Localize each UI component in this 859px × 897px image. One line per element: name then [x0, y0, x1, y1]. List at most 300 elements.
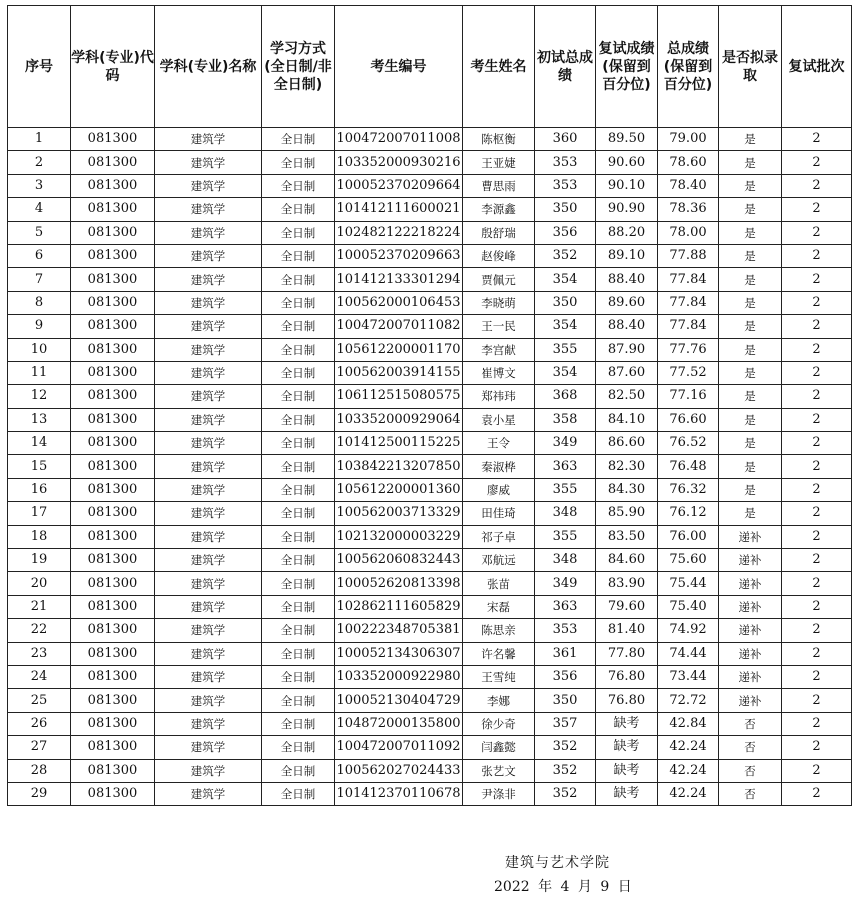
cell-initial-score: 354: [535, 361, 596, 384]
cell-admission: 递补: [719, 642, 782, 665]
cell-retest-batch: 2: [782, 619, 852, 642]
cell-exam-id: 100472007011082: [335, 315, 463, 338]
table-row: [8, 572, 852, 595]
cell-exam-id: 103352000929064: [335, 408, 463, 431]
cell-subject-code: 081300: [71, 502, 155, 525]
cell-student-name: 陈思亲: [463, 619, 535, 642]
cell-exam-id: 102132000003229: [335, 525, 463, 548]
cell-total-score: 77.76: [658, 338, 719, 361]
table-row: [8, 689, 852, 712]
cell-retest-batch: 2: [782, 455, 852, 478]
cell-study-mode: 全日制: [262, 595, 335, 618]
cell-total-score: 42.24: [658, 736, 719, 759]
cell-subject-code: 081300: [71, 782, 155, 805]
cell-total-score: 76.32: [658, 478, 719, 501]
cell-initial-score: 350: [535, 291, 596, 314]
cell-admission: 是: [719, 174, 782, 197]
cell-total-score: 73.44: [658, 665, 719, 688]
cell-seq: 7: [8, 268, 71, 291]
cell-student-name: 王亚婕: [463, 151, 535, 174]
cell-seq: 19: [8, 549, 71, 572]
cell-retest-score: 89.50: [596, 128, 658, 151]
cell-exam-id: 100052620813398: [335, 572, 463, 595]
cell-retest-batch: 2: [782, 408, 852, 431]
cell-retest-batch: 2: [782, 174, 852, 197]
cell-student-name: 宋磊: [463, 595, 535, 618]
table-row: [8, 642, 852, 665]
cell-retest-batch: 2: [782, 595, 852, 618]
cell-retest-batch: 2: [782, 642, 852, 665]
cell-exam-id: 100052134306307: [335, 642, 463, 665]
cell-initial-score: 352: [535, 244, 596, 267]
table-row: [8, 198, 852, 221]
footer-date: 2022 年 4 月 9 日: [494, 879, 632, 895]
cell-admission: 是: [719, 385, 782, 408]
cell-retest-score: 77.80: [596, 642, 658, 665]
cell-total-score: 77.84: [658, 291, 719, 314]
header-seq: 序号: [8, 6, 71, 128]
cell-retest-score: 84.30: [596, 478, 658, 501]
cell-total-score: 75.60: [658, 549, 719, 572]
cell-retest-batch: 2: [782, 759, 852, 782]
cell-study-mode: 全日制: [262, 572, 335, 595]
cell-retest-score: 88.20: [596, 221, 658, 244]
cell-admission: 否: [719, 712, 782, 735]
cell-subject-code: 081300: [71, 759, 155, 782]
cell-study-mode: 全日制: [262, 736, 335, 759]
cell-subject-code: 081300: [71, 689, 155, 712]
cell-subject-code: 081300: [71, 525, 155, 548]
cell-seq: 1: [8, 128, 71, 151]
cell-admission: 否: [719, 782, 782, 805]
cell-total-score: 75.40: [658, 595, 719, 618]
cell-student-name: 李娜: [463, 689, 535, 712]
cell-total-score: 78.60: [658, 151, 719, 174]
cell-retest-batch: 2: [782, 338, 852, 361]
cell-student-name: 王令: [463, 432, 535, 455]
cell-exam-id: 100052370209664: [335, 174, 463, 197]
cell-admission: 是: [719, 432, 782, 455]
cell-subject-code: 081300: [71, 221, 155, 244]
cell-initial-score: 350: [535, 689, 596, 712]
cell-total-score: 77.16: [658, 385, 719, 408]
cell-admission: 否: [719, 736, 782, 759]
header-subject-name: 学科(专业)名称: [155, 6, 262, 128]
cell-retest-batch: 2: [782, 572, 852, 595]
cell-retest-score: 88.40: [596, 268, 658, 291]
cell-subject-name: 建筑学: [155, 432, 262, 455]
cell-exam-id: 105612200001360: [335, 478, 463, 501]
cell-total-score: 78.36: [658, 198, 719, 221]
cell-retest-score: 90.90: [596, 198, 658, 221]
cell-subject-name: 建筑学: [155, 759, 262, 782]
cell-seq: 10: [8, 338, 71, 361]
cell-initial-score: 356: [535, 221, 596, 244]
cell-total-score: 77.84: [658, 268, 719, 291]
cell-student-name: 闫鑫懿: [463, 736, 535, 759]
cell-study-mode: 全日制: [262, 478, 335, 501]
cell-subject-name: 建筑学: [155, 736, 262, 759]
cell-study-mode: 全日制: [262, 619, 335, 642]
cell-seq: 9: [8, 315, 71, 338]
cell-initial-score: 355: [535, 478, 596, 501]
cell-study-mode: 全日制: [262, 525, 335, 548]
table-row: [8, 502, 852, 525]
cell-exam-id: 102482122218224: [335, 221, 463, 244]
cell-initial-score: 352: [535, 736, 596, 759]
cell-student-name: 许名馨: [463, 642, 535, 665]
cell-retest-score: 87.60: [596, 361, 658, 384]
table-row: [8, 549, 852, 572]
cell-total-score: 42.24: [658, 759, 719, 782]
cell-subject-name: 建筑学: [155, 689, 262, 712]
cell-exam-id: 100472007011008: [335, 128, 463, 151]
table-row: [8, 525, 852, 548]
cell-subject-code: 081300: [71, 665, 155, 688]
cell-study-mode: 全日制: [262, 198, 335, 221]
cell-total-score: 75.44: [658, 572, 719, 595]
cell-subject-code: 081300: [71, 478, 155, 501]
cell-subject-name: 建筑学: [155, 525, 262, 548]
cell-student-name: 崔博文: [463, 361, 535, 384]
cell-initial-score: 349: [535, 572, 596, 595]
header-total-score: 总成绩(保留到百分位): [658, 6, 719, 128]
header-student-name: 考生姓名: [463, 6, 535, 128]
cell-exam-id: 100222348705381: [335, 619, 463, 642]
cell-student-name: 王一民: [463, 315, 535, 338]
cell-admission: 是: [719, 128, 782, 151]
cell-subject-name: 建筑学: [155, 712, 262, 735]
cell-study-mode: 全日制: [262, 712, 335, 735]
cell-retest-score: 83.90: [596, 572, 658, 595]
table-row: [8, 619, 852, 642]
cell-retest-score: 缺考: [596, 712, 658, 735]
cell-retest-batch: 2: [782, 736, 852, 759]
cell-study-mode: 全日制: [262, 432, 335, 455]
cell-retest-batch: 2: [782, 432, 852, 455]
cell-student-name: 李晓萌: [463, 291, 535, 314]
cell-exam-id: 103352000922980: [335, 665, 463, 688]
table-row: [8, 174, 852, 197]
cell-total-score: 74.44: [658, 642, 719, 665]
cell-seq: 28: [8, 759, 71, 782]
cell-subject-name: 建筑学: [155, 198, 262, 221]
cell-admission: 否: [719, 759, 782, 782]
cell-admission: 是: [719, 455, 782, 478]
cell-student-name: 贾佩元: [463, 268, 535, 291]
cell-retest-batch: 2: [782, 502, 852, 525]
cell-subject-code: 081300: [71, 619, 155, 642]
table-row: [8, 385, 852, 408]
cell-subject-code: 081300: [71, 361, 155, 384]
cell-student-name: 李源鑫: [463, 198, 535, 221]
table-row: [8, 595, 852, 618]
cell-student-name: 李宫献: [463, 338, 535, 361]
cell-initial-score: 348: [535, 502, 596, 525]
cell-student-name: 王雪纯: [463, 665, 535, 688]
cell-seq: 11: [8, 361, 71, 384]
cell-total-score: 42.24: [658, 782, 719, 805]
cell-seq: 23: [8, 642, 71, 665]
cell-initial-score: 356: [535, 665, 596, 688]
cell-retest-batch: 2: [782, 782, 852, 805]
cell-initial-score: 363: [535, 595, 596, 618]
cell-study-mode: 全日制: [262, 385, 335, 408]
cell-exam-id: 100052130404729: [335, 689, 463, 712]
cell-seq: 15: [8, 455, 71, 478]
table-row: [8, 478, 852, 501]
cell-retest-batch: 2: [782, 478, 852, 501]
cell-admission: 是: [719, 478, 782, 501]
cell-initial-score: 358: [535, 408, 596, 431]
cell-admission: 递补: [719, 595, 782, 618]
cell-retest-score: 缺考: [596, 759, 658, 782]
cell-initial-score: 350: [535, 198, 596, 221]
cell-student-name: 张苗: [463, 572, 535, 595]
cell-student-name: 祁子卓: [463, 525, 535, 548]
cell-study-mode: 全日制: [262, 782, 335, 805]
cell-subject-name: 建筑学: [155, 595, 262, 618]
cell-study-mode: 全日制: [262, 361, 335, 384]
cell-admission: 是: [719, 268, 782, 291]
cell-study-mode: 全日制: [262, 549, 335, 572]
cell-student-name: 廖威: [463, 478, 535, 501]
cell-subject-code: 081300: [71, 712, 155, 735]
cell-retest-score: 85.90: [596, 502, 658, 525]
cell-subject-name: 建筑学: [155, 549, 262, 572]
table-row: [8, 665, 852, 688]
cell-seq: 29: [8, 782, 71, 805]
cell-subject-name: 建筑学: [155, 665, 262, 688]
cell-study-mode: 全日制: [262, 502, 335, 525]
cell-student-name: 徐少奇: [463, 712, 535, 735]
cell-retest-score: 81.40: [596, 619, 658, 642]
cell-retest-score: 76.80: [596, 665, 658, 688]
header-admission: 是否拟录取: [719, 6, 782, 128]
cell-initial-score: 348: [535, 549, 596, 572]
cell-seq: 8: [8, 291, 71, 314]
cell-retest-score: 82.50: [596, 385, 658, 408]
cell-study-mode: 全日制: [262, 128, 335, 151]
cell-seq: 24: [8, 665, 71, 688]
cell-total-score: 77.88: [658, 244, 719, 267]
cell-study-mode: 全日制: [262, 408, 335, 431]
cell-student-name: 袁小星: [463, 408, 535, 431]
cell-total-score: 76.48: [658, 455, 719, 478]
cell-subject-name: 建筑学: [155, 619, 262, 642]
cell-seq: 12: [8, 385, 71, 408]
cell-admission: 递补: [719, 525, 782, 548]
cell-subject-code: 081300: [71, 268, 155, 291]
cell-study-mode: 全日制: [262, 642, 335, 665]
table-row: [8, 736, 852, 759]
cell-initial-score: 354: [535, 315, 596, 338]
cell-admission: 是: [719, 361, 782, 384]
cell-initial-score: 368: [535, 385, 596, 408]
cell-seq: 22: [8, 619, 71, 642]
cell-seq: 25: [8, 689, 71, 712]
cell-subject-code: 081300: [71, 642, 155, 665]
cell-study-mode: 全日制: [262, 268, 335, 291]
cell-exam-id: 100562000106453: [335, 291, 463, 314]
cell-study-mode: 全日制: [262, 174, 335, 197]
table-row: [8, 338, 852, 361]
cell-subject-code: 081300: [71, 244, 155, 267]
cell-total-score: 72.72: [658, 689, 719, 712]
cell-student-name: 邓航远: [463, 549, 535, 572]
cell-retest-score: 90.10: [596, 174, 658, 197]
cell-student-name: 郑祎玮: [463, 385, 535, 408]
cell-subject-name: 建筑学: [155, 291, 262, 314]
cell-exam-id: 101412111600021: [335, 198, 463, 221]
cell-total-score: 76.60: [658, 408, 719, 431]
cell-retest-score: 88.40: [596, 315, 658, 338]
cell-exam-id: 100562003713329: [335, 502, 463, 525]
cell-initial-score: 363: [535, 455, 596, 478]
cell-seq: 16: [8, 478, 71, 501]
cell-student-name: 赵俊峰: [463, 244, 535, 267]
cell-seq: 20: [8, 572, 71, 595]
cell-total-score: 76.52: [658, 432, 719, 455]
cell-retest-batch: 2: [782, 689, 852, 712]
table-row: [8, 151, 852, 174]
cell-initial-score: 353: [535, 619, 596, 642]
cell-initial-score: 355: [535, 525, 596, 548]
cell-seq: 6: [8, 244, 71, 267]
table-header-row: [8, 6, 852, 128]
cell-seq: 13: [8, 408, 71, 431]
cell-seq: 18: [8, 525, 71, 548]
cell-initial-score: 357: [535, 712, 596, 735]
cell-retest-score: 76.80: [596, 689, 658, 712]
cell-retest-score: 82.30: [596, 455, 658, 478]
cell-seq: 3: [8, 174, 71, 197]
cell-study-mode: 全日制: [262, 689, 335, 712]
cell-study-mode: 全日制: [262, 665, 335, 688]
header-subject-code: 学科(专业)代码: [71, 6, 155, 128]
cell-admission: 是: [719, 408, 782, 431]
cell-seq: 27: [8, 736, 71, 759]
cell-admission: 是: [719, 502, 782, 525]
cell-exam-id: 105612200001170: [335, 338, 463, 361]
cell-admission: 递补: [719, 572, 782, 595]
cell-subject-name: 建筑学: [155, 408, 262, 431]
cell-exam-id: 100562003914155: [335, 361, 463, 384]
cell-subject-name: 建筑学: [155, 128, 262, 151]
cell-retest-score: 83.50: [596, 525, 658, 548]
cell-subject-name: 建筑学: [155, 455, 262, 478]
cell-retest-score: 84.60: [596, 549, 658, 572]
cell-study-mode: 全日制: [262, 315, 335, 338]
cell-student-name: 尹涤非: [463, 782, 535, 805]
cell-subject-name: 建筑学: [155, 572, 262, 595]
cell-study-mode: 全日制: [262, 291, 335, 314]
cell-subject-code: 081300: [71, 572, 155, 595]
cell-seq: 14: [8, 432, 71, 455]
cell-initial-score: 355: [535, 338, 596, 361]
cell-study-mode: 全日制: [262, 455, 335, 478]
cell-student-name: 田佳琦: [463, 502, 535, 525]
table-row: [8, 455, 852, 478]
header-study-mode: 学习方式(全日制/非全日制): [262, 6, 335, 128]
cell-retest-batch: 2: [782, 221, 852, 244]
cell-retest-score: 89.10: [596, 244, 658, 267]
cell-retest-score: 87.90: [596, 338, 658, 361]
cell-exam-id: 103352000930216: [335, 151, 463, 174]
cell-retest-score: 84.10: [596, 408, 658, 431]
cell-initial-score: 352: [535, 782, 596, 805]
cell-subject-code: 081300: [71, 198, 155, 221]
table-row: [8, 315, 852, 338]
cell-total-score: 77.52: [658, 361, 719, 384]
cell-exam-id: 106112515080575: [335, 385, 463, 408]
cell-retest-batch: 2: [782, 665, 852, 688]
cell-student-name: 陈枢衡: [463, 128, 535, 151]
cell-retest-batch: 2: [782, 268, 852, 291]
cell-subject-code: 081300: [71, 291, 155, 314]
cell-subject-code: 081300: [71, 455, 155, 478]
cell-retest-batch: 2: [782, 151, 852, 174]
cell-seq: 2: [8, 151, 71, 174]
cell-initial-score: 353: [535, 151, 596, 174]
header-retest-score: 复试成绩(保留到百分位): [596, 6, 658, 128]
cell-subject-name: 建筑学: [155, 221, 262, 244]
cell-retest-batch: 2: [782, 198, 852, 221]
cell-seq: 4: [8, 198, 71, 221]
cell-subject-name: 建筑学: [155, 244, 262, 267]
cell-admission: 是: [719, 198, 782, 221]
cell-total-score: 78.00: [658, 221, 719, 244]
cell-exam-id: 104872000135800: [335, 712, 463, 735]
header-retest-batch: 复试批次: [782, 6, 852, 128]
cell-retest-batch: 2: [782, 315, 852, 338]
footer-organization: 建筑与艺术学院: [505, 855, 610, 871]
cell-retest-score: 86.60: [596, 432, 658, 455]
cell-total-score: 74.92: [658, 619, 719, 642]
table-row: [8, 361, 852, 384]
cell-subject-name: 建筑学: [155, 502, 262, 525]
cell-retest-score: 90.60: [596, 151, 658, 174]
table-row: [8, 782, 852, 805]
table-row: [8, 759, 852, 782]
cell-admission: 是: [719, 151, 782, 174]
table-row: [8, 432, 852, 455]
cell-subject-name: 建筑学: [155, 338, 262, 361]
cell-retest-score: 缺考: [596, 736, 658, 759]
cell-subject-name: 建筑学: [155, 782, 262, 805]
cell-subject-name: 建筑学: [155, 151, 262, 174]
header-exam-id: 考生编号: [335, 6, 463, 128]
cell-subject-name: 建筑学: [155, 174, 262, 197]
cell-subject-code: 081300: [71, 338, 155, 361]
table-body: [8, 128, 852, 806]
cell-student-name: 殷舒瑞: [463, 221, 535, 244]
cell-exam-id: 102862111605829: [335, 595, 463, 618]
cell-subject-name: 建筑学: [155, 361, 262, 384]
cell-subject-code: 081300: [71, 408, 155, 431]
cell-study-mode: 全日制: [262, 151, 335, 174]
cell-exam-id: 100562060832443: [335, 549, 463, 572]
cell-retest-batch: 2: [782, 244, 852, 267]
cell-total-score: 76.12: [658, 502, 719, 525]
cell-exam-id: 100472007011092: [335, 736, 463, 759]
cell-subject-name: 建筑学: [155, 478, 262, 501]
cell-subject-code: 081300: [71, 549, 155, 572]
cell-subject-code: 081300: [71, 174, 155, 197]
cell-retest-score: 缺考: [596, 782, 658, 805]
cell-total-score: 77.84: [658, 315, 719, 338]
cell-retest-batch: 2: [782, 525, 852, 548]
